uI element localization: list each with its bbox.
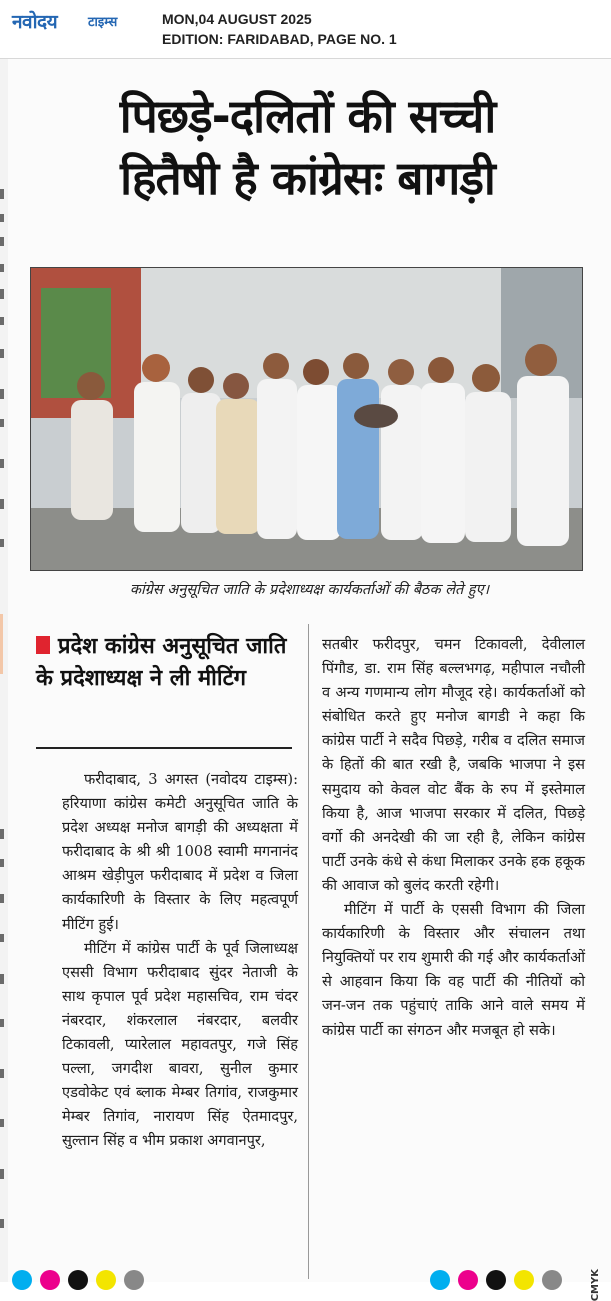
edge-mark: [0, 189, 4, 199]
red-marker-icon: [36, 636, 50, 654]
edge-mark: [0, 289, 4, 299]
headline-line-1: पिछड़े-दलितों की सच्ची: [119, 89, 496, 143]
edge-mark: [0, 419, 4, 427]
newspaper-logo: नवोदय: [12, 11, 58, 33]
edition-line: EDITION: FARIDABAD, PAGE NO. 1: [162, 31, 397, 47]
edge-mark: [0, 974, 4, 984]
edge-mark: [0, 1169, 4, 1179]
registration-dot: [514, 1270, 534, 1290]
edge-mark: [0, 349, 4, 358]
article-column-2: [322, 633, 585, 1043]
edge-mark: [0, 459, 4, 468]
photo-caption: कांग्रेस अनुसूचित जाति के प्रदेशाध्यक्ष कार्यकर्ताओं की बैठक लेते हुए।: [129, 582, 490, 598]
edge-mark: [0, 934, 4, 942]
article-subhead: [36, 631, 298, 695]
edge-mark: [0, 1119, 4, 1127]
registration-dot: [124, 1270, 144, 1290]
edge-mark: [0, 1219, 4, 1228]
subhead-divider: [36, 747, 292, 749]
edge-mark: [0, 264, 4, 272]
registration-dot: [40, 1270, 60, 1290]
edition-info: [162, 9, 397, 49]
registration-dot: [68, 1270, 88, 1290]
edge-mark: [0, 894, 4, 903]
paragraph: मीटिंग में पार्टी के एससी विभाग की जिला कार्यकारिणी के विस्तार और संचालन तथा नियुक्तियों पर राय शुमारी की गई और कार्यकर्ताओं से आहवान किया कि वह पार्टी की नीतियों को जन-जन तक पहुंचाएं ताकि आने वाले समय में कांग्रेस पार्टी का संगठन और मजबूत हो सके।: [322, 901, 585, 1039]
newspaper-logo-sub: टाइम्स: [88, 15, 118, 30]
edge-mark: [0, 317, 4, 325]
edge-mark: [0, 539, 4, 547]
page-header: [0, 0, 611, 59]
newspaper-page: [0, 59, 611, 1301]
article-column-1: [62, 768, 298, 1154]
edge-mark: [0, 859, 4, 867]
publish-date: MON,04 AUGUST 2025: [162, 11, 312, 27]
subhead-text: प्रदेश कांग्रेस अनुसूचित जाति के प्रदेशाध्यक्ष ने ली मीटिंग: [36, 634, 287, 691]
column-divider: [308, 624, 309, 1279]
headline-line-2: हितैषी है कांग्रेसः बागड़ी: [120, 151, 495, 205]
edge-mark: [0, 214, 4, 222]
edge-mark: [0, 499, 4, 509]
edge-mark: [0, 389, 4, 399]
edge-mark: [0, 829, 4, 839]
edge-mark: [0, 614, 3, 674]
article-headline: [20, 85, 595, 209]
paragraph: मीटिंग में कांग्रेस पार्टी के पूर्व जिलाध्यक्ष एससी विभाग फरीदाबाद सुंदर नेताजी के साथ कृपाल पूर्व प्रदेश महासचिव, राम चंदर नंबरदार, शंकरलाल नंबरदार, बलवीर टिकावली, प्यारेलाल महावतपुर, गजे सिंह पल्ला, जगदीश बावरा, सुनील कुमार एडवोकेट एवं ब्लाक मेम्बर तिगांव, राजकुमार मेम्बर तिगांव, नारायण सिंह ऐतमादपुर, सुल्तान सिंह व भीम प्रकाश अगवानपुर,: [62, 939, 298, 1150]
people-group: [71, 344, 569, 546]
edge-mark: [0, 1019, 4, 1027]
paragraph: सतबीर फरीदपुर, चमन टिकावली, देवीलाल पिंगौड, डा. राम सिंह बल्लभगढ़, महीपाल नचौली व अन्य गणमान्य लोग मौजूद रहे। कार्यकर्ताओं को संबोधित करते हुए मनोज बागडी ने कहा कि कांग्रेस पार्टी ने सदैव पिछड़े, गरीब व दलित समाज के हितों की बात रखी है, जबकि भाजपा ने इस समुदाय को केवल वोट बैंक के रुप में इस्तेमाल किया है, आज भाजपा सरकार में दलित, पिछड़े वर्गो की अनदेखी की जा रही है, लेकिन कांग्रेस पार्टी उनके कंधे से कंधा मिलाकर उनके हक हकूक की आवाज को बुलंद करती रहेगी।: [322, 636, 585, 894]
registration-dot: [458, 1270, 478, 1290]
registration-dot: [430, 1270, 450, 1290]
registration-dot: [12, 1270, 32, 1290]
color-registration-bar: [0, 1270, 611, 1282]
registration-dot: [542, 1270, 562, 1290]
edge-mark: [0, 1069, 4, 1078]
edge-mark: [0, 237, 4, 246]
group-photo-illustration: [31, 268, 582, 570]
news-photo: [30, 267, 583, 571]
registration-dot: [96, 1270, 116, 1290]
cmyk-print-mark: CMYK: [590, 1269, 601, 1301]
paragraph: फरीदाबाद, 3 अगस्त (नवोदय टाइम्स): हरियाणा कांग्रेस कमेटी अनुसूचित जाति के प्रदेश अध्यक्ष मनोज बागड़ी की अध्यक्षता में फरीदाबाद के श्री श्री 1008 स्वामी मगनानंद आश्रम खेड़ीपुल फरीदाबाद में प्रदेश व जिला कार्यकारिणी के विस्तार के लिए महत्वपूर्ण मीटिंग हुई।: [62, 771, 298, 933]
registration-dot: [486, 1270, 506, 1290]
adjacent-column-edge: [0, 59, 8, 1282]
